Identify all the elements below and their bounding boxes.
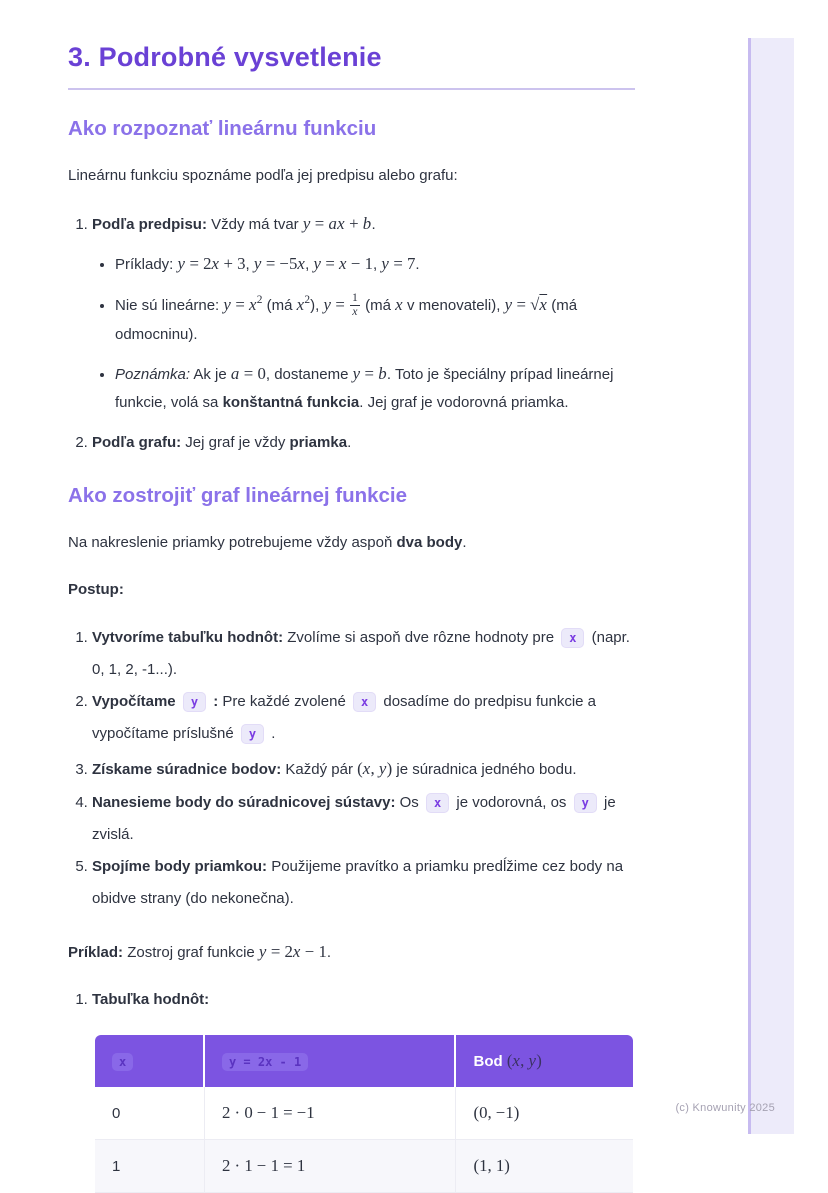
table-row (95, 1140, 633, 1193)
list-rozpoznat (68, 208, 635, 457)
list-postup (68, 622, 635, 916)
paragraph-intro-1: Lineárnu funkciu spoznáme podľa jej predpisu alebo grafu: (68, 167, 458, 185)
page-title: 3. Podrobné vysvetlenie (68, 42, 382, 72)
values-table (95, 1035, 633, 1193)
table-cell-bod1: (1, 1) (456, 1140, 633, 1193)
step-tabulka: 1. Vytvoríme tabuľku hodnôt: Zvolíme si aspoň dve rôzne hodnoty pre x (napr. 0, 1, 2, -1...). (92, 622, 635, 687)
document-content (68, 0, 635, 1193)
page-edge-strip (748, 38, 794, 1134)
sub-item-poznamka: • Poznámka: Ak je a = 0, dostaneme y = b. Toto je špeciálny prípad lineárnej funkcie, volá sa konštantná funkcia. Jej graf je vodorovná priamka. (115, 359, 635, 416)
title-divider (68, 88, 635, 90)
sub-item-priklady: • Príklady: y = 2x + 3, y = −5x, y = x − 1, y = 7. (115, 249, 635, 279)
section-heading-rozpoznat: Ako rozpoznať lineárnu funkciu (68, 117, 377, 141)
header-code-formula: y = 2x - 1 (222, 1053, 308, 1071)
values-table-wrap (95, 1035, 633, 1193)
paragraph-priklad: Príklad: Zostroj graf funkcie y = 2x − 1. (68, 941, 332, 961)
table-header-bod: Bod (x, y) (456, 1035, 633, 1087)
list-item-graf: 2. Podľa grafu: Jej graf je vždy priamka. (92, 429, 635, 457)
section-heading-zostrojit: Ako zostrojiť graf lineárnej funkcie (68, 483, 408, 507)
header-code-x: x (112, 1053, 133, 1071)
step-vypocitame: 2. Vypočítame y : Pre každé zvolené x dosadíme do predpisu funkcie a vypočítame príslušné y . (92, 686, 635, 751)
sub-list-predpis (92, 249, 635, 416)
table-cell-calc0: 2 · 0 − 1 = −1 (205, 1087, 457, 1140)
table-cell-x1: 1 (95, 1140, 205, 1193)
table-row (95, 1087, 633, 1140)
table-cell-calc1: 2 · 1 − 1 = 1 (205, 1140, 457, 1193)
step-suradnice: 3. Získame súradnice bodov: Každý pár (x, y) je súradnica jedného bodu. (92, 751, 635, 787)
list-item-tabulka-hodnot: 1. Tabuľka hodnôt: (92, 986, 635, 1014)
table-header-x (95, 1035, 205, 1087)
paragraph-postup: Postup: (68, 580, 124, 598)
sub-item-nie-su-linearne: • Nie sú lineárne: $y = x^2$ (má $x^2$), y = $\frac{1}{x}$ (má x v menovateli), y = √x (má odmocninu). (115, 290, 635, 347)
table-cell-x0: 0 (95, 1087, 205, 1140)
table-cell-bod0: (0, −1) (456, 1087, 633, 1140)
paragraph-intro-2: Na nakreslenie priamky potrebujeme vždy aspoň dva body. (68, 533, 467, 551)
table-header-formula (205, 1035, 457, 1087)
table-header-row (95, 1035, 633, 1087)
step-spojime: 5. Spojíme body priamkou: Použijeme pravítko a priamku predĺžime cez body na obidve strany (do nekonečna). (92, 851, 635, 916)
step-nanesieme: 4. Nanesieme body do súradnicovej sústavy: Os x je vodorovná, os y je zvislá. (92, 787, 635, 852)
watermark: (c) Knowunity 2025 (675, 1102, 775, 1114)
list-priklad (68, 986, 635, 1014)
list-item-text: Podľa predpisu: Vždy má tvar y = ax + b. (92, 214, 376, 234)
list-item-predpis (92, 208, 635, 416)
